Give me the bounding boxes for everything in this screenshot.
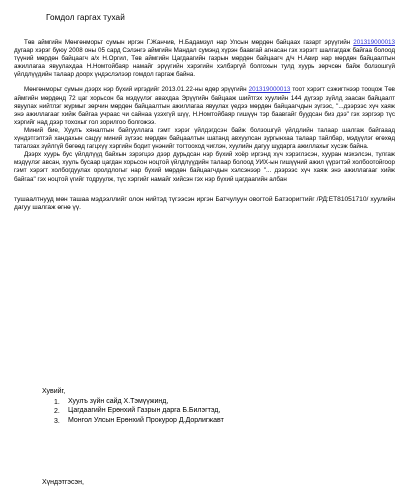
paragraph-4 <box>14 151 395 183</box>
closing-paragraph: тушаалтнууд мөн ташаа мэдээллийг олон нийтэд түгээсэн иргэн Батчулуун овогтой Батзоригтийг /РД:ЕТ81051710/ хуулийн дагуу шалгаж өгнө үү. <box>14 195 395 212</box>
paragraph-3-text: Миний бие, Хуулъ хяналтын байгууллага гэмт хэрэг үйлдэгдсэн байж болзошгүй үйлдлийн талаар шалгаж байгааад хүндэтгэлтэй хандахын сацуу миний зүгээс мөрдөн байцаалтын шатанд авхуулсан зургынхаа талаар тайлбар, мэдүүлэг өгөхөд таталзах зүйлгүй бөгөөд гагцхүү хэргийн бодит үнэнийг тогтооход чиглэн, хуулийн дагуу шударга ажиллахыг хүсэж байна. <box>14 126 395 151</box>
list-number: 3. <box>54 417 60 425</box>
paragraph-gap <box>14 79 395 86</box>
case-number-link-1[interactable]: 201319000013 <box>353 39 395 46</box>
list-number: 1. <box>54 398 60 406</box>
signoff-text: Хүндэтгэсэн, <box>42 479 84 486</box>
paragraph-1-text-b: дугаар хэрэг буюу 2008 оны 05 сард Сэлэнгэ аймгийн Мандал сумэнд хүрэн баавгай агнасан гэх хэрэгт шалгагдаж байгаа болоод түүний мөрдөн байцаагч а/х Н.Оргил, Төв аймгийн Цагдаагийн газрын мөрдөн байцаагч д/ч Н.Авир нар мөрдөн байцаалтын ажиллагаа явуулахдаа Н.Номтойбаяр намайг эрүүгийн хэрэгийн хэлбэргүй болгохын тулд хуурь зөрчсөн байж болзошгүй үйлдлүүдийн талаар доорх үндэслэлээр гомдол гаргаж байна. <box>14 47 395 79</box>
copies-list <box>42 397 224 426</box>
paragraph-2 <box>14 86 395 126</box>
document-body <box>14 39 395 219</box>
recipient-name: Монгол Улсын Ерөнхий Прокурор Д.Дорлигжавт <box>68 416 224 424</box>
paragraph-2-text-a: Мөнгөнморьт сумын дээрх нэр бүхий иргэдийг 2013.01.22-ны өдөр эрүүгийн <box>24 86 249 94</box>
recipient-name: Хуулъ зүйн сайд Х.Тэмүүжинд, <box>68 397 169 405</box>
list-item <box>54 397 224 407</box>
recipient-name: Цагдаагийн Ерөнхий Газрын дарга Б.Билэгтэд, <box>68 407 221 415</box>
document-title: Гомдол гаргах тухай <box>46 13 125 22</box>
paragraph-2-text-b: тоот хэрэгт сэжигтнээр тооцож Төв аймгийн мөрдөнд 72 цаг хорьсон ба мэдүүлэг авахдаа Эрүүгийн байцааж шийтгэх хуулийн 144 дүгээр зүйлд заасан байцаалт явуулах нийтлэг журмыг зөрчин мөрдөн байцаалтын ажиллагаа явуулах үедээ мөрдөн байцаагчдын зүгээс, "...дээрээс хүч хаяж энэ ажиллагааг хийж байгаа учраас чи сайнаа үзэхгүй шүү, Н.Номтойбаяр гишүүн тэр баавгайг буудсан биз дээ" гэх зэргээр түс хэргийг над дээр тохохыг гол зорилгоо болгожээ. <box>14 86 396 126</box>
list-number: 2. <box>54 408 60 416</box>
paragraph-1 <box>14 39 395 79</box>
list-item <box>54 416 224 426</box>
paragraph-1-text-a: Төв аймгийн Мөнгөнморьт сумын иргэн Г.Жанчив, Н.Бадамзул нар Улсын мөрдөн байцаах газарт эрүүгийн <box>24 39 354 46</box>
case-number-link-2[interactable]: 201319000013 <box>248 86 291 94</box>
copies-heading: Хувийг, <box>42 388 66 395</box>
paragraph-3 <box>14 127 395 151</box>
list-item <box>54 406 224 416</box>
paragraph-4-text: Дээрх хуурь бус үйлдлүүд байхын зэрэгцээ дээр дурьдсан нэр бүхий хоёр иргэнд хүч хэрэглэсэн, хууран мэхэлсэн, тулгаж мэдүүлэг авсан, хууль бусаар цагдан хорьсон ноцтой үйлдлүүдийн талаар болоод УИХ-ын гишүүний ажил үүрэгтэй холбоотойгоор гэмт хэрэгт холбогдуулах оролдлогыг нар бүхий мөрдөн байцаагчдын хэлсэнээр "... дээрээс хүч хаяж энэ ажиллагааг хийж байгаа" гэх ноцтой үгийг тодруулж, түс хэргийг намайг хийсэн гэх нэр бүхий цагдаагийн албан <box>14 151 395 183</box>
copies-to-block <box>42 387 224 425</box>
